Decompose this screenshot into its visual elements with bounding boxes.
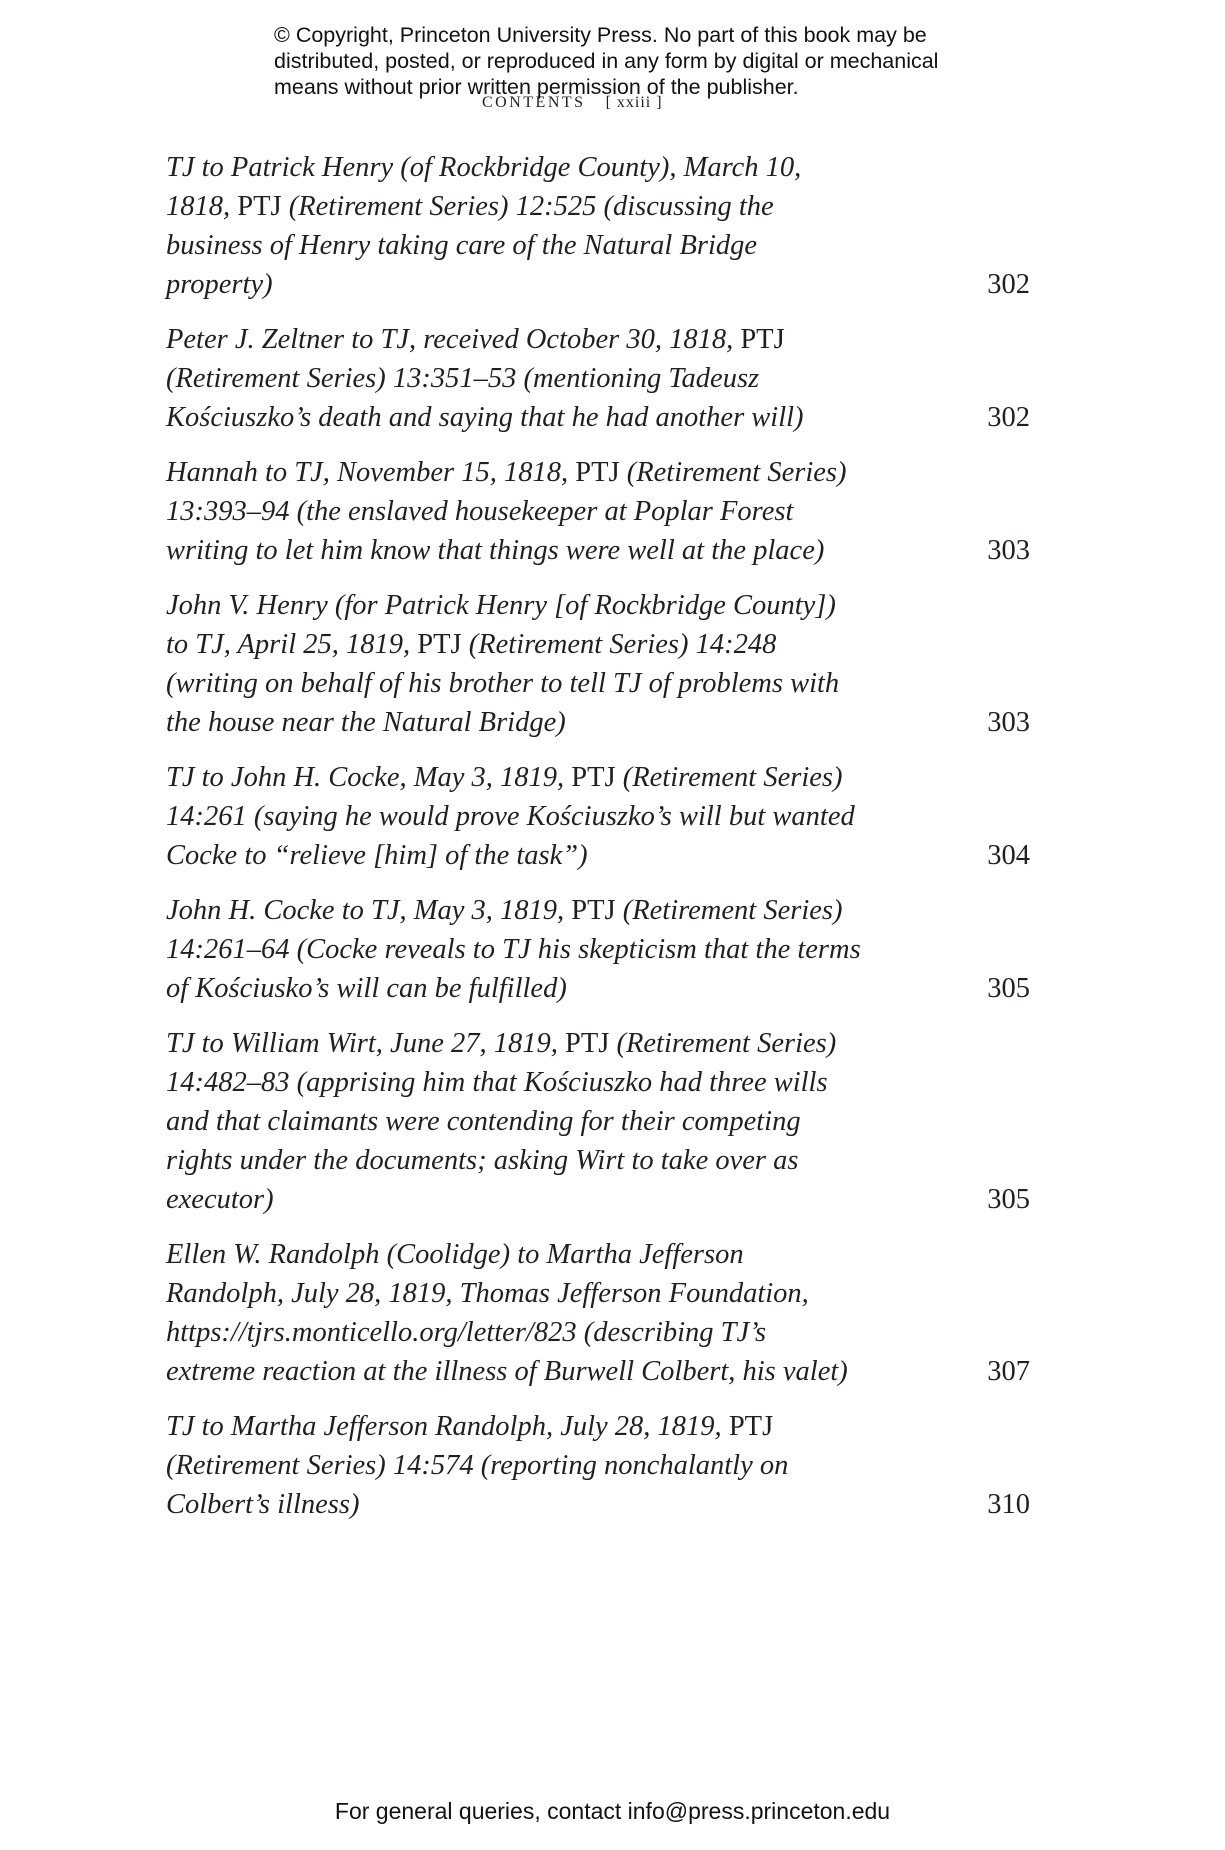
- entry-text: [166, 758, 946, 875]
- entry-italic-lead: TJ to Patrick Henry (of Rockbridge County), March 10, 1818,: [166, 152, 802, 222]
- copyright-line-2: distributed, posted, or reproduced in any form by digital or mechanical: [274, 49, 939, 73]
- entry-italic-tail: (Retirement Series) 13:351–53 (mentioning Tadeusz Kościuszko’s death and saying that he had another will): [166, 363, 804, 433]
- entry-ptj: PTJ: [417, 629, 462, 660]
- entry-italic-lead: Ellen W. Randolph (Coolidge) to Martha Jefferson Randolph, July 28, 1819, Thomas Jefferson Foundation, https://tjrs.monticello.org/letter/823 (describing TJ’s extreme reaction at the illness of Burwell Colbert, his valet): [166, 1239, 848, 1387]
- entry-italic-tail: (Retirement Series) 14:482–83 (apprising him that Kościuszko had three wills and that claimants were contending for their competing rights under the documents; asking Wirt to take over as executor): [166, 1028, 837, 1215]
- contents-entry: [166, 758, 1030, 875]
- entry-page-number: 305: [987, 973, 1030, 1004]
- contents-entry: [166, 1407, 1030, 1524]
- entry-italic-lead: TJ to John H. Cocke, May 3, 1819,: [166, 762, 572, 793]
- entry-text: [166, 320, 946, 437]
- entry-italic-tail: (Retirement Series) 12:525 (discussing the business of Henry taking care of the Natural Bridge property): [166, 191, 774, 300]
- contents-entry: [166, 320, 1030, 437]
- entry-text: [166, 586, 946, 742]
- entry-text: [166, 1407, 946, 1524]
- entry-text: [166, 1024, 946, 1219]
- entry-ptj: PTJ: [728, 1411, 774, 1442]
- footer-contact: For general queries, contact info@press.princeton.edu: [334, 1798, 891, 1824]
- entry-italic-tail: (Retirement Series) 14:248 (writing on behalf of his brother to tell TJ of problems with the house near the Natural Bridge): [166, 629, 840, 738]
- entry-text: [166, 1235, 946, 1391]
- entry-italic-tail: (Retirement Series) 14:261–64 (Cocke reveals to TJ his skepticism that the terms of Kościusko’s will can be fulfilled): [166, 895, 861, 1004]
- contents-entry: [166, 891, 1030, 1008]
- entry-page-number: 302: [987, 269, 1030, 300]
- copyright-line-3: means without prior written permission of the publisher.: [274, 75, 799, 99]
- entry-page-number: 307: [987, 1356, 1030, 1387]
- contents-entry: [166, 148, 1030, 304]
- contents-entry: [166, 1235, 1030, 1391]
- entry-italic-tail: (Retirement Series) 13:393–94 (the enslaved housekeeper at Poplar Forest writing to let him know that things were well at the place): [166, 457, 847, 566]
- entry-page-number: 303: [987, 535, 1030, 566]
- entry-ptj: PTJ: [571, 895, 616, 926]
- entry-page-number: 303: [987, 707, 1030, 738]
- entry-italic-lead: John H. Cocke to TJ, May 3, 1819,: [166, 895, 572, 926]
- contents-list: [166, 148, 1030, 1540]
- entry-italic-lead: John V. Henry (for Patrick Henry [of Rockbridge County]) to TJ, April 25, 1819,: [166, 590, 836, 660]
- contents-entry: [166, 453, 1030, 570]
- entry-italic-tail: (Retirement Series) 14:261 (saying he would prove Kościuszko’s will but wanted Cocke to “relieve [him] of the task”): [166, 762, 855, 871]
- entry-text: [166, 453, 946, 570]
- running-head: [482, 94, 663, 112]
- entry-ptj: PTJ: [571, 762, 616, 793]
- entry-text: [166, 891, 946, 1008]
- contents-entry: [166, 586, 1030, 742]
- entry-italic-lead: Hannah to TJ, November 15, 1818,: [166, 457, 576, 488]
- entry-ptj: PTJ: [740, 324, 785, 355]
- entry-ptj: PTJ: [565, 1028, 610, 1059]
- entry-ptj: PTJ: [237, 191, 282, 222]
- entry-page-number: 310: [987, 1489, 1030, 1520]
- entry-italic-lead: Peter J. Zeltner to TJ, received October 30, 1818,: [166, 324, 741, 355]
- copyright-line-1: © Copyright, Princeton University Press. No part of this book may be: [274, 23, 927, 47]
- entry-italic-tail: (Retirement Series) 14:574 (reporting nonchalantly on Colbert’s illness): [166, 1450, 789, 1520]
- entry-text: [166, 148, 946, 304]
- entry-page-number: 305: [987, 1184, 1030, 1215]
- entry-italic-lead: TJ to William Wirt, June 27, 1819,: [166, 1028, 565, 1059]
- entry-italic-lead: TJ to Martha Jefferson Randolph, July 28, 1819,: [166, 1411, 729, 1442]
- copyright-notice: [274, 22, 974, 100]
- contents-entry: [166, 1024, 1030, 1219]
- entry-page-number: 304: [987, 840, 1030, 871]
- entry-page-number: 302: [987, 402, 1030, 433]
- running-head-label: CONTENTS: [482, 94, 586, 111]
- page-folio: [ xxiii ]: [605, 94, 663, 111]
- entry-ptj: PTJ: [575, 457, 620, 488]
